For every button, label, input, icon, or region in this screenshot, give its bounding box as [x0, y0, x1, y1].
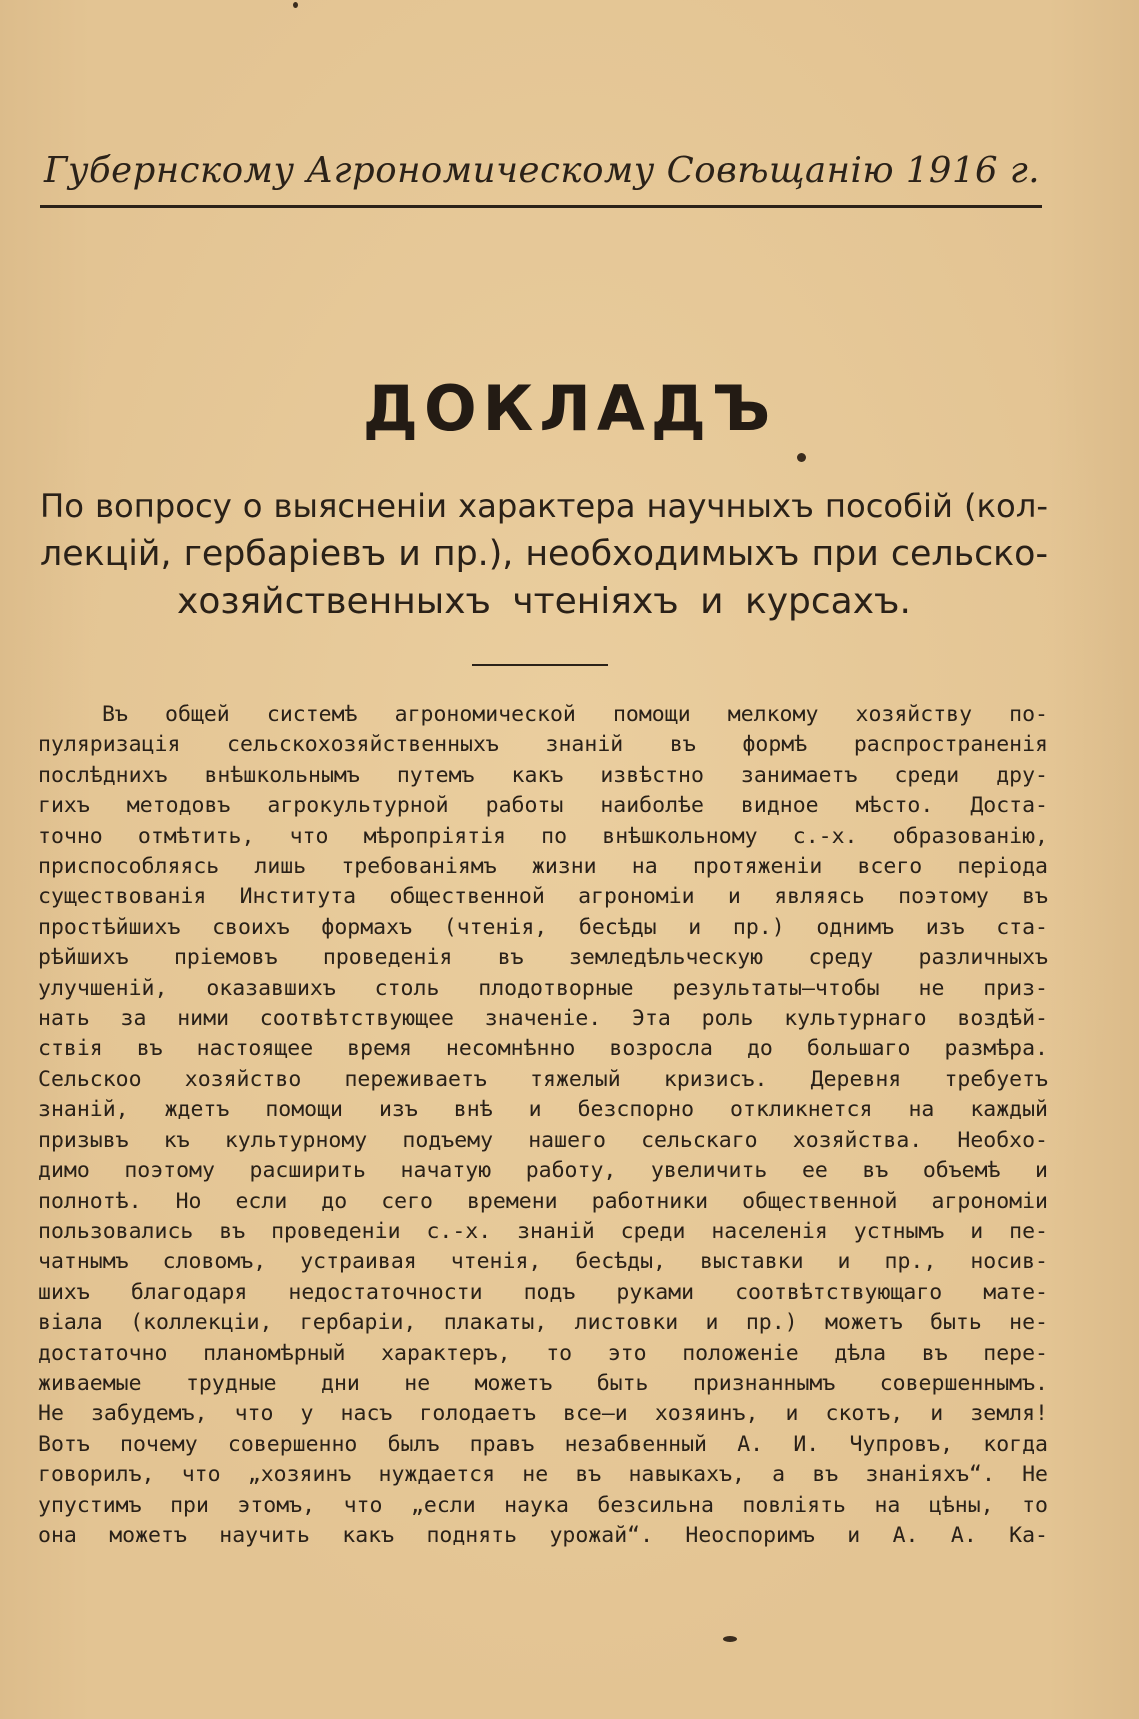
body-line: приспособляясь лишь требованіямъ жизни на протяженіи всего періода	[38, 854, 1048, 880]
subtitle-line: лекцій, гербаріевъ и пр.), необходимыхъ при сельско-	[40, 534, 1048, 574]
header-rule	[40, 205, 1042, 208]
body-line: Въ общей системѣ агрономической помощи мелкому хозяйству по-	[102, 702, 1048, 727]
body-line: гихъ методовъ агрокультурной работы наиболѣе видное мѣсто. Доста-	[38, 793, 1048, 819]
body-line: полнотѣ. Но если до сего времени работники общественной агрономіи	[38, 1188, 1048, 1214]
body-line: чатнымъ словомъ, устраивая чтенія, бесѣды, выставки и пр., носив-	[38, 1249, 1048, 1275]
dedication-heading: Губернскому Агрономическому Совѣщанію 1916 г.	[43, 150, 1041, 191]
body-line: существованія Института общественной агрономіи и являясь поэтому въ	[38, 884, 1048, 910]
body-line: пользовались въ проведеніи с.-х. знаній среди населенія устнымъ и пе-	[38, 1218, 1048, 1244]
body-line: упустимъ при этомъ, что „если наука безсильна повліять на цѣны, то	[38, 1492, 1048, 1518]
document-title: ДОКЛАДЪ	[362, 372, 777, 445]
body-line: она можетъ научить какъ поднять урожай“. Неоспоримъ и А. А. Ка-	[38, 1522, 1048, 1548]
body-line: нать за ними соотвѣтствующее значеніе. Эта роль культурнаго воздѣй-	[38, 1006, 1048, 1032]
body-line: послѣднихъ внѣшкольнымъ путемъ какъ извѣстно занимаетъ среди дру-	[38, 762, 1048, 788]
body-line: пуляризація сельскохозяйственныхъ знаній въ формѣ распространенія	[38, 732, 1048, 758]
body-line: достаточно планомѣрный характеръ, то это положеніе дѣла въ пере-	[38, 1340, 1048, 1366]
body-paragraph	[38, 700, 1048, 1551]
body-line: Сельскоо хозяйство переживаетъ тяжелый кризисъ. Деревня требуетъ	[38, 1066, 1048, 1092]
body-line: шихъ благодаря недостаточности подъ руками соотвѣтствующаго мате-	[38, 1279, 1048, 1305]
section-divider	[472, 664, 608, 666]
body-line: улучшеній, оказавшихъ столь плодотворные результаты—чтобы не приз-	[38, 975, 1048, 1001]
ink-speck	[723, 1636, 737, 1642]
body-line: віала (коллекціи, гербаріи, плакаты, листовки и пр.) можетъ быть не-	[38, 1310, 1048, 1336]
body-line: Не забудемъ, что у насъ голодаетъ все—и хозяинъ, и скотъ, и земля!	[38, 1401, 1048, 1427]
body-line: призывъ къ культурному подъему нашего сельскаго хозяйства. Необхо-	[38, 1127, 1048, 1153]
body-line: знаній, ждетъ помощи изъ внѣ и безспорно откликнется на каждый	[38, 1097, 1048, 1123]
subtitle-line: По вопросу о выясненіи характера научныхъ пособій (кол-	[40, 487, 1048, 525]
ink-speck	[797, 453, 806, 462]
subtitle-line: хозяйственныхъ чтеніяхъ и курсахъ.	[177, 581, 911, 622]
body-line: рѣйшихъ пріемовъ проведенія въ земледѣльческую среду различныхъ	[38, 945, 1048, 971]
document-subtitle	[40, 482, 1048, 626]
body-line: димо поэтому расширить начатую работу, увеличить ее въ объемѣ и	[38, 1158, 1048, 1184]
body-line: простѣйшихъ своихъ формахъ (чтенія, бесѣды и пр.) однимъ изъ ста-	[38, 914, 1048, 940]
body-line: говорилъ, что „хозяинъ нуждается не въ навыкахъ, а въ знаніяхъ“. Не	[38, 1462, 1048, 1488]
body-line: ствія въ настоящее время несомнѣнно возросла до большаго размѣра.	[38, 1036, 1048, 1062]
body-line: точно отмѣтить, что мѣропріятія по внѣшкольному с.-х. образованію,	[38, 823, 1048, 849]
ink-speck	[293, 2, 298, 8]
body-line: живаемые трудные дни не можетъ быть признаннымъ совершеннымъ.	[38, 1370, 1048, 1396]
body-line: Вотъ почему совершенно былъ правъ незабвенный А. И. Чупровъ, когда	[38, 1431, 1048, 1457]
